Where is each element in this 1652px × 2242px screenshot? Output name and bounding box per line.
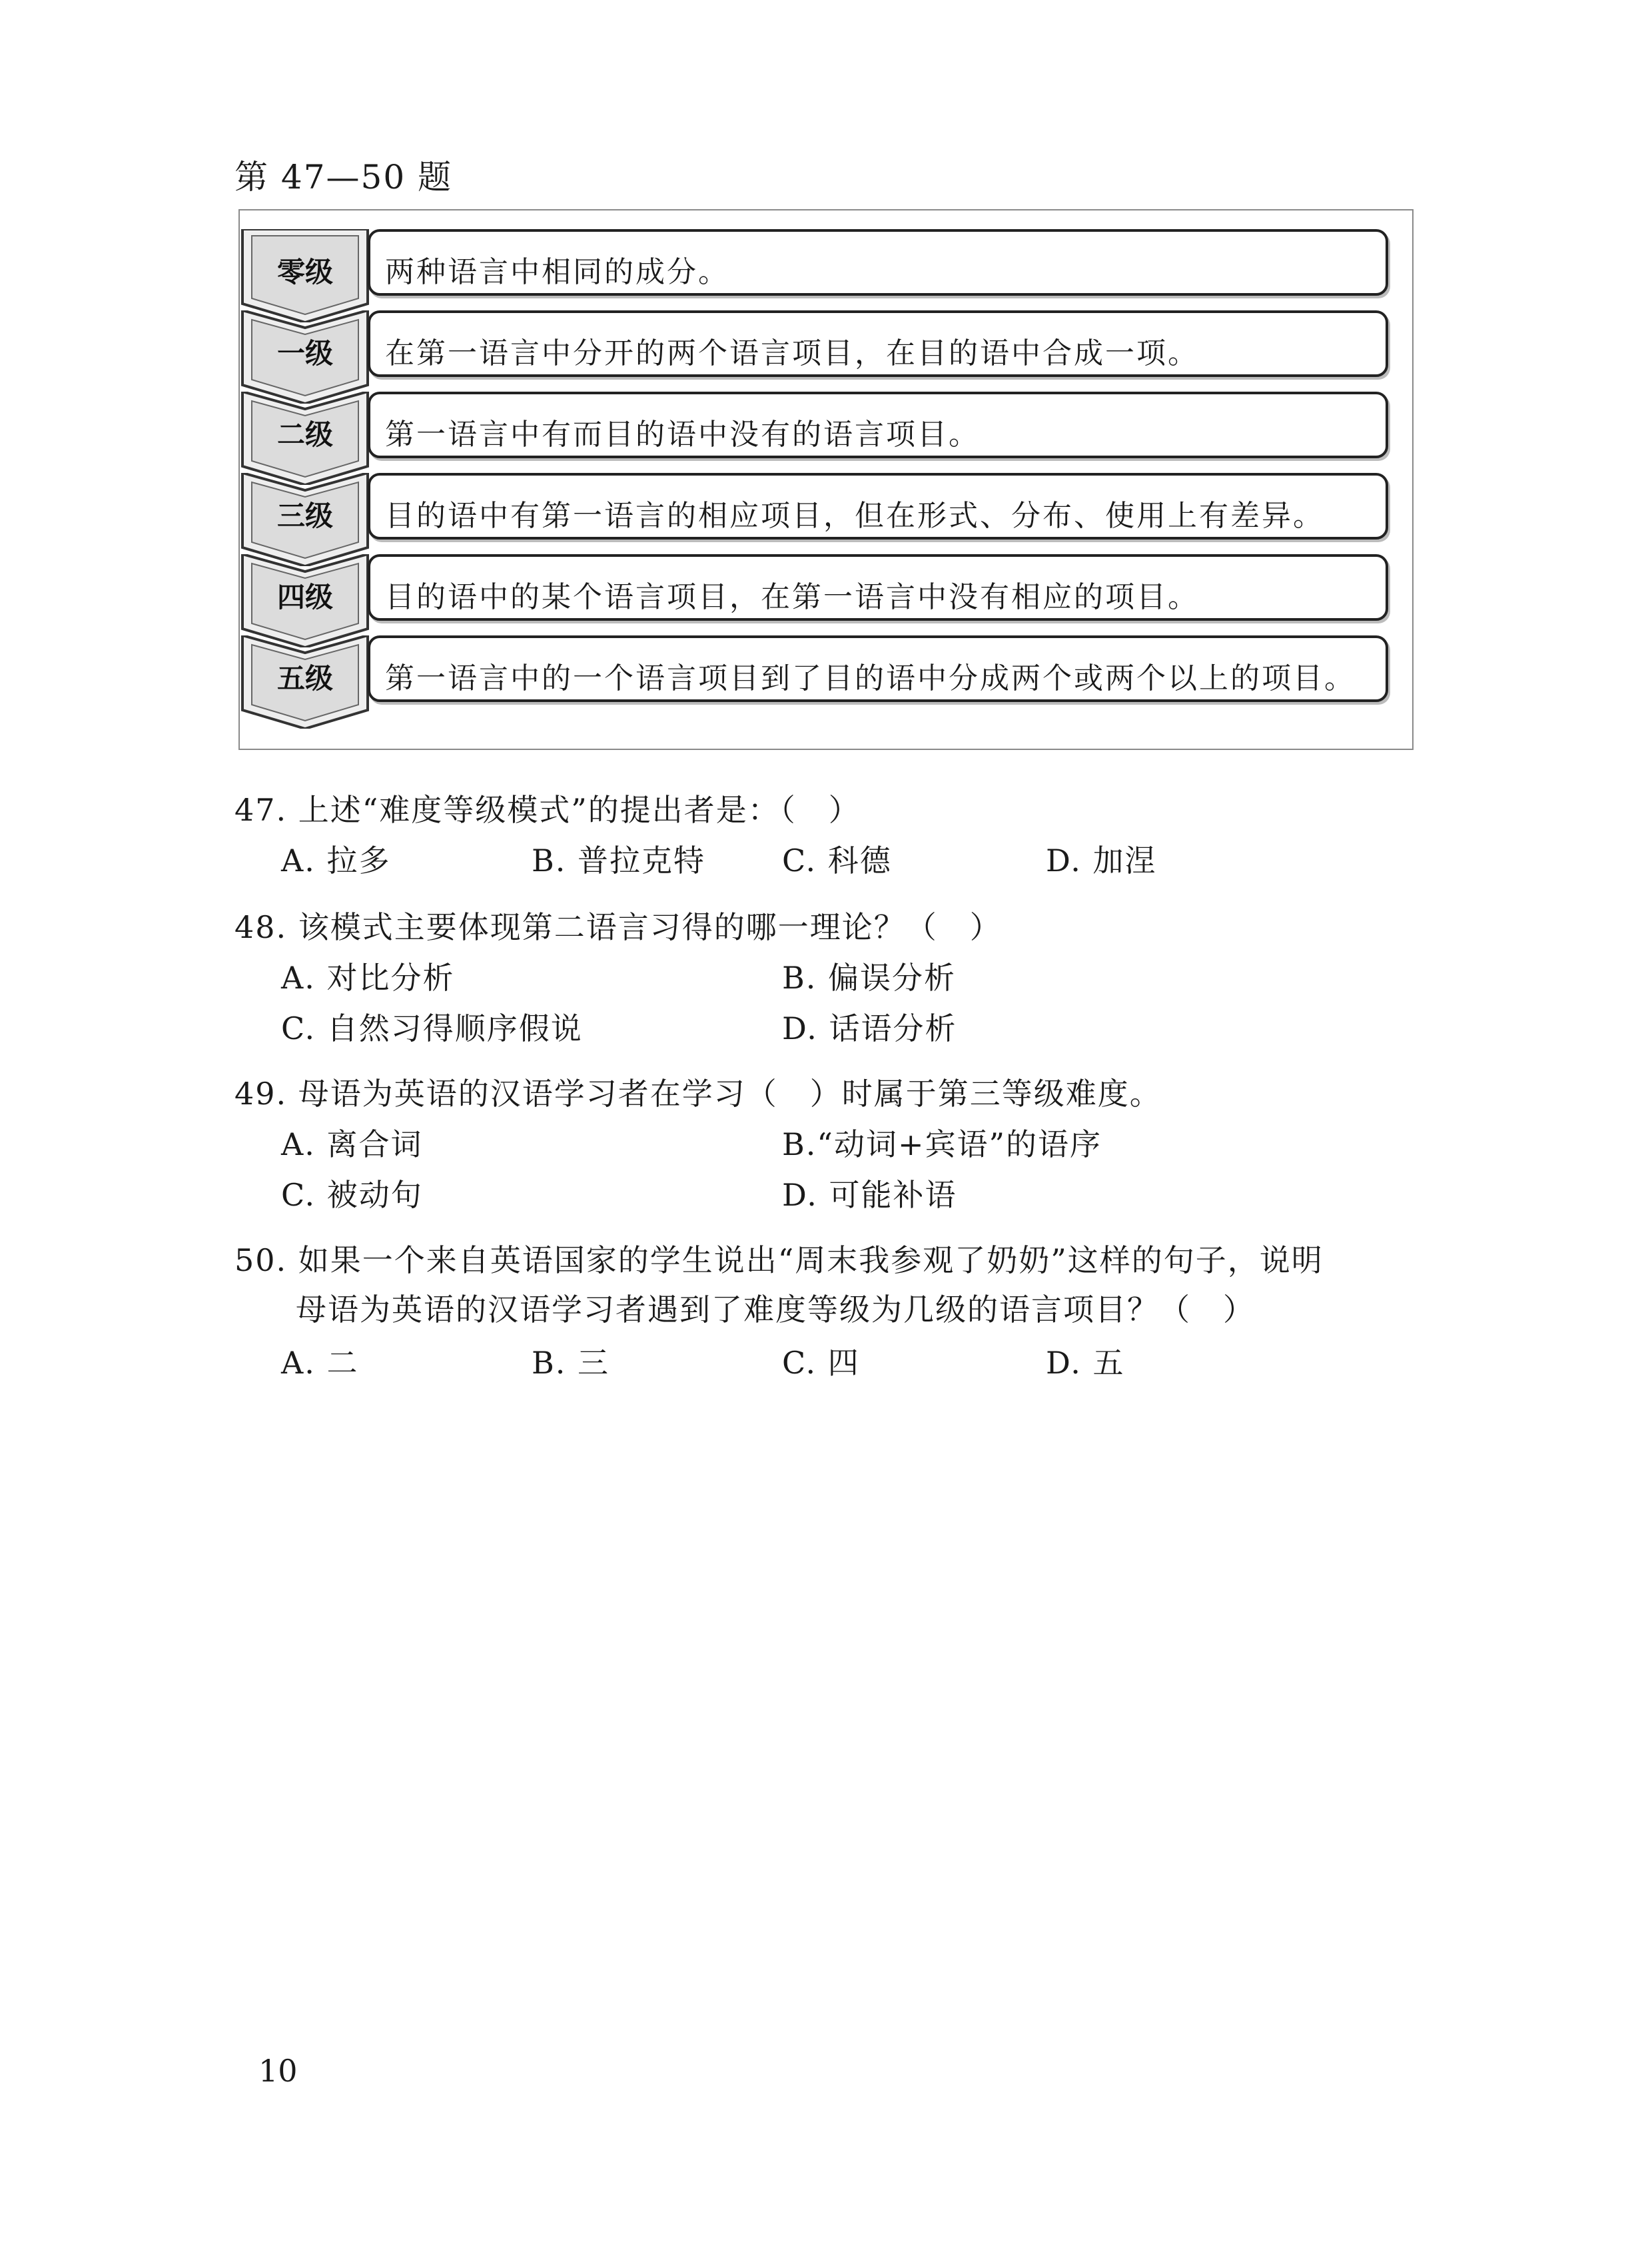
level-label: 二级 bbox=[276, 418, 333, 451]
level-row bbox=[240, 554, 1415, 634]
level-label: 零级 bbox=[276, 256, 333, 288]
question-49-option-c: C. 被动句 bbox=[281, 1177, 423, 1213]
question-49-option-b: B.“动词+宾语”的语序 bbox=[782, 1126, 1102, 1162]
question-49-option-a: A. 离合词 bbox=[281, 1126, 423, 1162]
level-label: 五级 bbox=[276, 662, 333, 695]
question-50-option-a: A. 二 bbox=[281, 1345, 359, 1381]
chevron-arrow bbox=[240, 473, 370, 566]
chevron-arrow bbox=[240, 554, 370, 647]
question-47-option-a: A. 拉多 bbox=[281, 843, 391, 879]
chevron-arrow bbox=[240, 635, 370, 729]
question-50-option-b: B. 三 bbox=[532, 1345, 610, 1381]
difficulty-level-diagram bbox=[238, 209, 1414, 750]
question-50-option-c: C. 四 bbox=[782, 1345, 860, 1381]
chevron-arrow bbox=[240, 310, 370, 404]
question-50-option-d: D. 五 bbox=[1046, 1345, 1125, 1381]
question-47-option-b: B. 普拉克特 bbox=[532, 843, 706, 879]
level-description: 第一语言中的一个语言项目到了目的语中分成两个或两个以上的项目。 bbox=[385, 661, 1356, 695]
level-row bbox=[240, 392, 1415, 472]
question-47-option-c: C. 科德 bbox=[782, 843, 892, 879]
level-row bbox=[240, 229, 1415, 309]
question-47-stem: 47. 上述“难度等级模式”的提出者是：（ ） bbox=[234, 792, 861, 828]
level-description: 第一语言中有而目的语中没有的语言项目。 bbox=[385, 418, 980, 452]
question-47-option-d: D. 加涅 bbox=[1046, 843, 1157, 879]
level-description-box bbox=[368, 473, 1388, 540]
level-description-box bbox=[368, 310, 1388, 377]
question-48-option-b: B. 偏误分析 bbox=[782, 960, 957, 996]
level-row bbox=[240, 473, 1415, 553]
question-49-stem: 49. 母语为英语的汉语学习者在学习（ ）时属于第三等级难度。 bbox=[234, 1076, 1162, 1112]
level-description-box bbox=[368, 554, 1388, 621]
question-50-stem-continued: 母语为英语的汉语学习者遇到了难度等级为几级的语言项目？（ ） bbox=[296, 1292, 1255, 1327]
chevron-arrow bbox=[240, 392, 370, 485]
level-description-box bbox=[368, 229, 1388, 296]
level-description-box bbox=[368, 635, 1388, 702]
level-description: 两种语言中相同的成分。 bbox=[385, 255, 729, 289]
question-48-option-c: C. 自然习得顺序假说 bbox=[281, 1010, 583, 1046]
section-title: 第 47—50 题 bbox=[234, 158, 453, 196]
question-48-option-d: D. 话语分析 bbox=[782, 1010, 957, 1046]
level-label: 三级 bbox=[276, 500, 333, 532]
level-description: 目的语中的某个语言项目，在第一语言中没有相应的项目。 bbox=[385, 580, 1199, 614]
question-49-option-d: D. 可能补语 bbox=[782, 1177, 957, 1213]
level-description: 目的语中有第一语言的相应项目，但在形式、分布、使用上有差异。 bbox=[385, 499, 1324, 533]
question-48-option-a: A. 对比分析 bbox=[281, 960, 455, 996]
level-label: 四级 bbox=[276, 581, 333, 613]
page-number: 10 bbox=[258, 2053, 298, 2089]
level-description-box bbox=[368, 392, 1388, 458]
level-description: 在第一语言中分开的两个语言项目，在目的语中合成一项。 bbox=[385, 336, 1199, 370]
level-label: 一级 bbox=[276, 337, 333, 370]
question-50-stem: 50. 如果一个来自英语国家的学生说出“周末我参观了奶奶”这样的句子，说明 bbox=[234, 1242, 1324, 1278]
question-48-stem: 48. 该模式主要体现第二语言习得的哪一理论？（ ） bbox=[234, 909, 1002, 945]
level-row bbox=[240, 635, 1415, 715]
chevron-arrow bbox=[240, 229, 370, 322]
level-row bbox=[240, 310, 1415, 390]
